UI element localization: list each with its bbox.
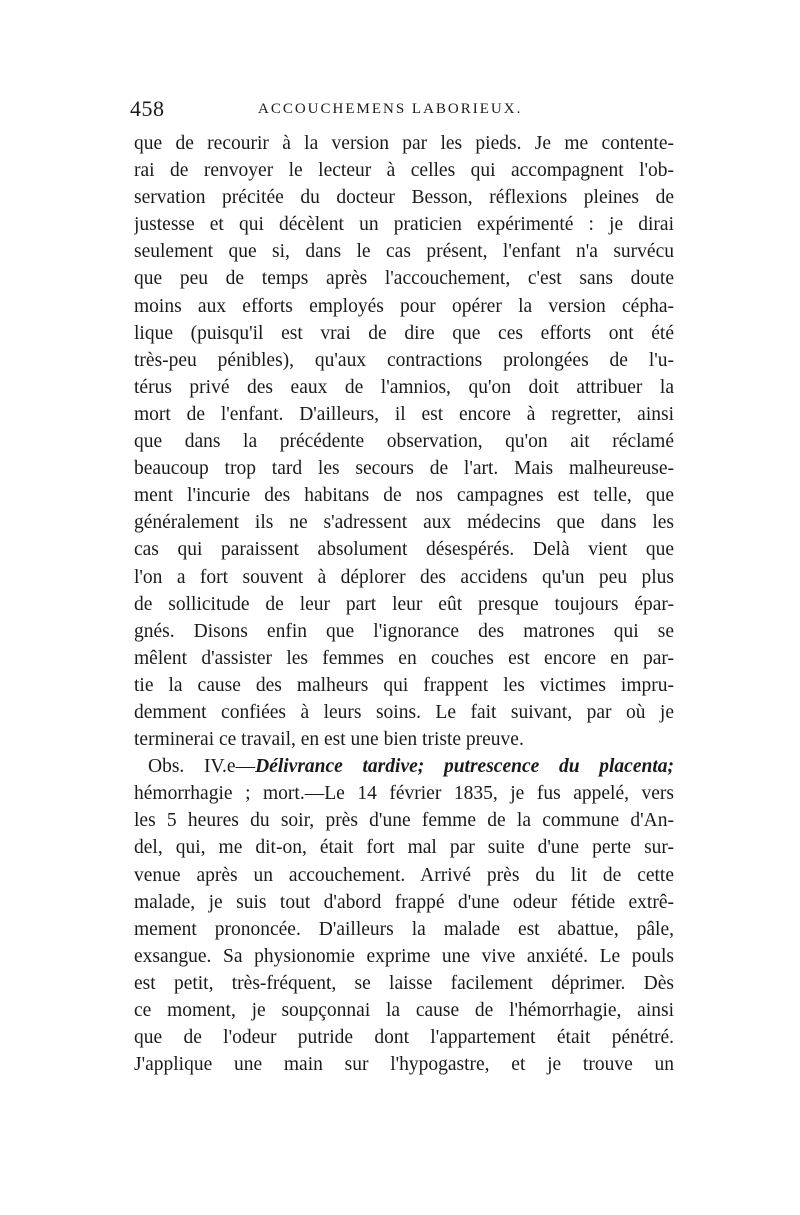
- text-line: moins aux efforts employés pour opérer la version cépha-: [134, 295, 674, 317]
- text-line: venue après un accouchement. Arrivé près du lit de cette: [134, 864, 674, 886]
- text-line: mort de l'enfant. D'ailleurs, il est encore à regretter, ainsi: [134, 403, 674, 425]
- text-line: térus privé des eaux de l'amnios, qu'on doit attribuer la: [134, 376, 674, 398]
- text-line: servation précitée du docteur Besson, réflexions pleines de: [134, 187, 674, 209]
- text-line: l'on a fort souvent à déplorer des accidens qu'un peu plus: [134, 566, 674, 588]
- text-line: que de recourir à la version par les pieds. Je me contente-: [134, 133, 674, 154]
- page-number: 458: [130, 96, 165, 121]
- text-line: beaucoup trop tard les secours de l'art. Mais malheureuse-: [134, 458, 674, 480]
- text-line: ce moment, je soupçonnai la cause de l'hémorrhagie, ainsi: [134, 1000, 674, 1021]
- text-line: lique (puisqu'il est vrai de dire que ces efforts ont été: [134, 322, 674, 344]
- observation-label: Obs. IV.e—: [148, 756, 256, 778]
- text-line: malade, je suis tout d'abord frappé d'une odeur fétide extrê-: [134, 891, 674, 913]
- text-line: exsangue. Sa physionomie exprime une vive anxiété. Le pouls: [134, 945, 674, 967]
- text-line: demment confiées à leurs soins. Le fait suivant, par où je: [134, 701, 674, 723]
- text-line: est petit, très-fréquent, se laisse facilement déprimer. Dès: [134, 972, 674, 994]
- text-line: que de l'odeur putride dont l'appartement était pénétré.: [134, 1027, 674, 1049]
- text-line: hémorrhagie ; mort.—Le 14 février 1835, je fus appelé, vers: [134, 783, 674, 805]
- text-line: mement prononcée. D'ailleurs la malade est abattue, pâle,: [134, 918, 674, 940]
- text-line: cas qui paraissent absolument désespérés. Delà vient que: [134, 539, 674, 561]
- text-line: terminerai ce travail, en est une bien triste preuve.: [134, 729, 524, 751]
- text-line: mêlent d'assister les femmes en couches est encore en par-: [134, 647, 674, 669]
- text-line: les 5 heures du soir, près d'une femme de la commune d'An-: [134, 810, 674, 832]
- text-line: del, qui, me dit-on, était fort mal par suite d'une perte sur-: [134, 837, 674, 859]
- text-line: généralement ils ne s'adressent aux médecins que dans les: [134, 512, 674, 534]
- text-line: justesse et qui décèlent un praticien expérimenté : je dirai: [134, 214, 674, 236]
- text-line: J'applique une main sur l'hypogastre, et je trouve un: [134, 1054, 674, 1076]
- observation-title: Délivrance tardive; putrescence du placenta;: [255, 756, 674, 778]
- text-line: rai de renvoyer le lecteur à celles qui accompagnent l'ob-: [134, 160, 674, 182]
- text-line: tie la cause des malheurs qui frappent les victimes impru-: [134, 674, 674, 696]
- observation-heading: [134, 753, 674, 780]
- running-head: ACCOUCHEMENS LABORIEUX.: [258, 101, 523, 117]
- body-text: [134, 130, 674, 1078]
- page-header: [130, 96, 690, 126]
- text-line: ment l'incurie des habitans de nos campagnes est telle, que: [134, 485, 674, 507]
- text-line: de sollicitude de leur part leur eût presque toujours épar-: [134, 593, 674, 615]
- text-line: que peu de temps après l'accouchement, c'est sans doute: [134, 268, 674, 290]
- text-line: seulement que si, dans le cas présent, l'enfant n'a survécu: [134, 241, 674, 263]
- text-line: gnés. Disons enfin que l'ignorance des matrones qui se: [134, 620, 674, 642]
- text-line: que dans la précédente observation, qu'on ait réclamé: [134, 431, 674, 453]
- text-line: très-peu pénibles), qu'aux contractions prolongées de l'u-: [134, 349, 674, 371]
